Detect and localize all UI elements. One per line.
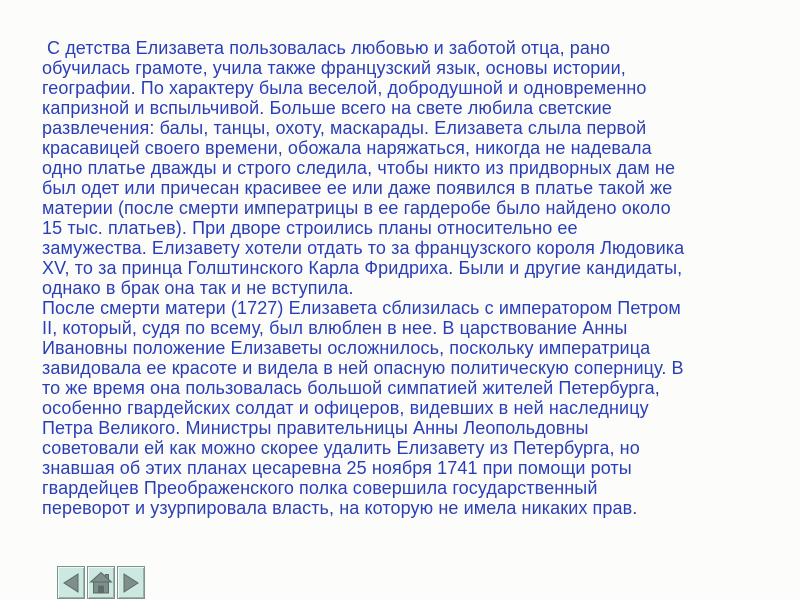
- paragraph: [42, 298, 778, 518]
- text-line: Петра Великого. Министры правительницы Анны Леопольдовны: [42, 418, 589, 438]
- text-line: красавицей своего времени, обожала наряжаться, никогда не надевала: [42, 138, 652, 158]
- text-line: XV, то за принца Голштинского Карла Фридриха. Были и другие кандидаты,: [42, 258, 683, 278]
- text-line: то же время она пользовалась большой симпатией жителей Петербурга,: [42, 378, 660, 398]
- text-line: переворот и узурпировала власть, на которую не имела никаких прав.: [42, 498, 638, 518]
- arrow-right-icon: [120, 571, 142, 595]
- text-line: Ивановны положение Елизаветы осложнилось, поскольку императрица: [42, 338, 651, 358]
- slide-text: [42, 38, 778, 518]
- text-line: развлечения: балы, танцы, охоту, маскарады. Елизавета слыла первой: [42, 118, 647, 138]
- text-line: С детства Елизавета пользовалась любовью и заботой отца, рано: [47, 38, 611, 58]
- text-line: однако в брак она так и не вступила.: [42, 278, 354, 298]
- text-line: гвардейцев Преображенского полка совершила государственный: [42, 478, 598, 498]
- text-line: географии. По характеру была веселой, добродушной и одновременно: [42, 78, 647, 98]
- paragraph: [42, 38, 778, 298]
- text-line: завидовала ее красоте и видела в ней опасную политическую соперницу. В: [42, 358, 684, 378]
- text-line: замужества. Елизавету хотели отдать то за французского короля Людовика: [42, 238, 685, 258]
- text-line: знавшая об этих планах цесаревна 25 ноября 1741 при помощи роты: [42, 458, 632, 478]
- text-line: особенно гвардейских солдат и офицеров, видевших в ней наследницу: [42, 398, 649, 418]
- text-line: материи (после смерти императрицы в ее гардеробе было найдено около: [42, 198, 671, 218]
- nav-buttons: [57, 566, 145, 599]
- text-line: 15 тыс. платьев). При дворе строились планы относительно ее: [42, 218, 578, 238]
- home-button[interactable]: [87, 566, 115, 599]
- text-line: II, который, судя по всему, был влюблен в нее. В царствование Анны: [42, 318, 628, 338]
- text-line: обучилась грамоте, учила также французский язык, основы истории,: [42, 58, 626, 78]
- text-line: После смерти матери (1727) Елизавета сблизилась с императором Петром: [42, 298, 681, 318]
- text-line: был одет или причесан красивее ее или даже появился в платье такой же: [42, 178, 673, 198]
- text-line: капризной и вспыльчивой. Больше всего на свете любила светские: [42, 98, 612, 118]
- text-line: советовали ей как можно скорее удалить Елизавету из Петербурга, но: [42, 438, 640, 458]
- home-icon: [89, 571, 113, 595]
- text-line: одно платье дважды и строго следила, чтобы никто из придворных дам не: [42, 158, 676, 178]
- arrow-left-icon: [60, 571, 82, 595]
- forward-button[interactable]: [117, 566, 145, 599]
- back-button[interactable]: [57, 566, 85, 599]
